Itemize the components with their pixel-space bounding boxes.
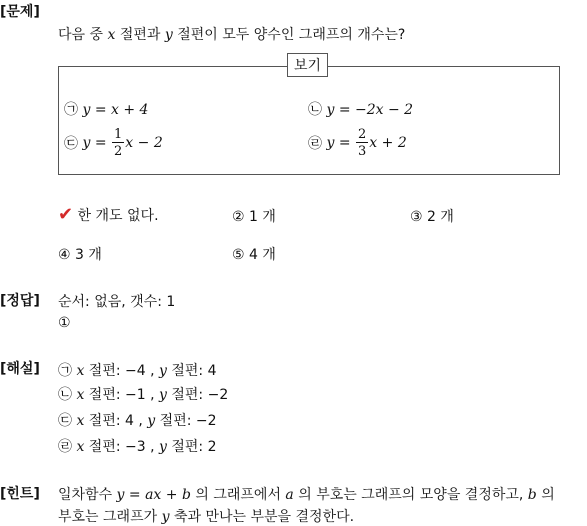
bogi-eq: =: [334, 135, 356, 151]
var-x: x: [76, 439, 85, 455]
hint-label: [힌트]: [0, 486, 40, 502]
bogi-item-2: [308, 99, 413, 119]
var-y: y: [159, 363, 167, 379]
choice-text: 1 개: [249, 209, 276, 225]
bogi-lhs: y: [326, 102, 335, 118]
answer-line2: ①: [58, 315, 71, 331]
choice-marker: ②: [232, 209, 245, 225]
fraction: [356, 128, 368, 158]
hint-text: 의 부호는 그래프의 모양을 결정하고,: [293, 487, 528, 503]
bogi-lhs: y: [326, 135, 335, 151]
question-mid2: 절편이 모두 양수인 그래프의 개수는?: [172, 27, 406, 43]
bogi-rhs: −2x − 2: [355, 102, 414, 118]
explanation-text: 절편: −4 ,: [84, 363, 160, 379]
bogi-eq: =: [334, 102, 356, 118]
bogi-title: 보기: [287, 53, 328, 77]
bogi-item-4: [308, 128, 407, 158]
var-y: y: [147, 413, 156, 429]
explanation-text: 절편: 4 ,: [84, 413, 148, 429]
explanation-text: 절편: −1 ,: [84, 387, 160, 403]
choice-marker: ⑤: [232, 247, 245, 263]
explanation-text: 절편: −2: [166, 387, 229, 403]
bogi-marker: ㉢: [64, 136, 78, 152]
question-prefix: 다음 중: [58, 27, 108, 43]
bogi-rest: x + 2: [369, 135, 407, 151]
explanation-line-3: [58, 410, 217, 430]
question-text: [58, 24, 405, 44]
choice-text: 3 개: [75, 247, 102, 263]
explanation-line-4: [58, 436, 217, 456]
explanation-marker: ㉠: [58, 363, 72, 379]
hint-line2: [58, 506, 354, 526]
bogi-eq: =: [90, 102, 112, 118]
var-y: y: [164, 27, 173, 43]
hint-text: 일차함수: [58, 487, 117, 503]
choice-1[interactable]: [58, 204, 159, 225]
question-mid1: 절편과: [115, 27, 165, 43]
explanation-text: 절편: 2: [166, 439, 217, 455]
hint-var-y: y: [161, 509, 170, 525]
bogi-rhs: x + 4: [111, 102, 149, 118]
var-x: x: [76, 387, 85, 403]
choice-text: 2 개: [427, 209, 454, 225]
fraction-denominator: 2: [114, 144, 123, 159]
hint-var-b: b: [527, 487, 537, 503]
hint-text: 의: [536, 487, 555, 503]
explanation-marker: ㉢: [58, 413, 72, 429]
bogi-marker: ㉠: [64, 102, 78, 118]
check-icon: ✔: [58, 204, 74, 225]
hint-text: 부호는 그래프가: [58, 509, 162, 525]
choice-5[interactable]: [232, 244, 276, 264]
answer-label: [정답]: [0, 293, 40, 309]
explanation-text: 절편: −3 ,: [84, 439, 160, 455]
bogi-item-1: [64, 99, 148, 119]
choice-3[interactable]: [410, 206, 454, 226]
explanation-label: [해설]: [0, 361, 40, 377]
explanation-marker: ㉡: [58, 387, 72, 403]
choice-marker: ③: [410, 209, 423, 225]
hint-text: 축과 만나는 부분을 결정한다.: [169, 509, 355, 525]
bogi-rest: x − 2: [125, 135, 163, 151]
bogi-marker: ㉣: [308, 136, 322, 152]
bogi-eq: =: [90, 135, 112, 151]
choice-4[interactable]: [58, 244, 102, 264]
explanation-line-2: [58, 384, 228, 404]
hint-text: 의 그래프에서: [190, 487, 286, 503]
explanation-marker: ㉣: [58, 439, 72, 455]
bogi-box: [58, 66, 560, 175]
var-y: y: [159, 387, 167, 403]
bogi-lhs: y: [82, 102, 91, 118]
explanation-text: 절편: −2: [155, 413, 217, 429]
bogi-marker: ㉡: [308, 102, 322, 118]
var-x: x: [76, 413, 85, 429]
fraction: [112, 128, 124, 158]
fraction-denominator: 3: [358, 144, 367, 159]
answer-line1: 순서: 없음, 갯수: 1: [58, 294, 176, 310]
fraction-numerator: 1: [114, 127, 123, 142]
hint-equation: y = ax + b: [116, 487, 191, 503]
var-y: y: [159, 439, 167, 455]
choice-text: 4 개: [249, 247, 276, 263]
fraction-numerator: 2: [358, 127, 367, 142]
bogi-item-3: [64, 128, 163, 158]
explanation-text: 절편: 4: [166, 363, 217, 379]
var-x: x: [76, 363, 85, 379]
var-x: x: [107, 27, 116, 43]
hint-line1: [58, 484, 555, 504]
explanation-line-1: [58, 360, 217, 380]
bogi-lhs: y: [82, 135, 91, 151]
problem-label: [문제]: [0, 4, 40, 20]
choice-2[interactable]: [232, 206, 276, 226]
choice-text: 한 개도 없다.: [77, 208, 159, 224]
choice-marker: ④: [58, 247, 71, 263]
hint-var-a: a: [285, 487, 294, 503]
